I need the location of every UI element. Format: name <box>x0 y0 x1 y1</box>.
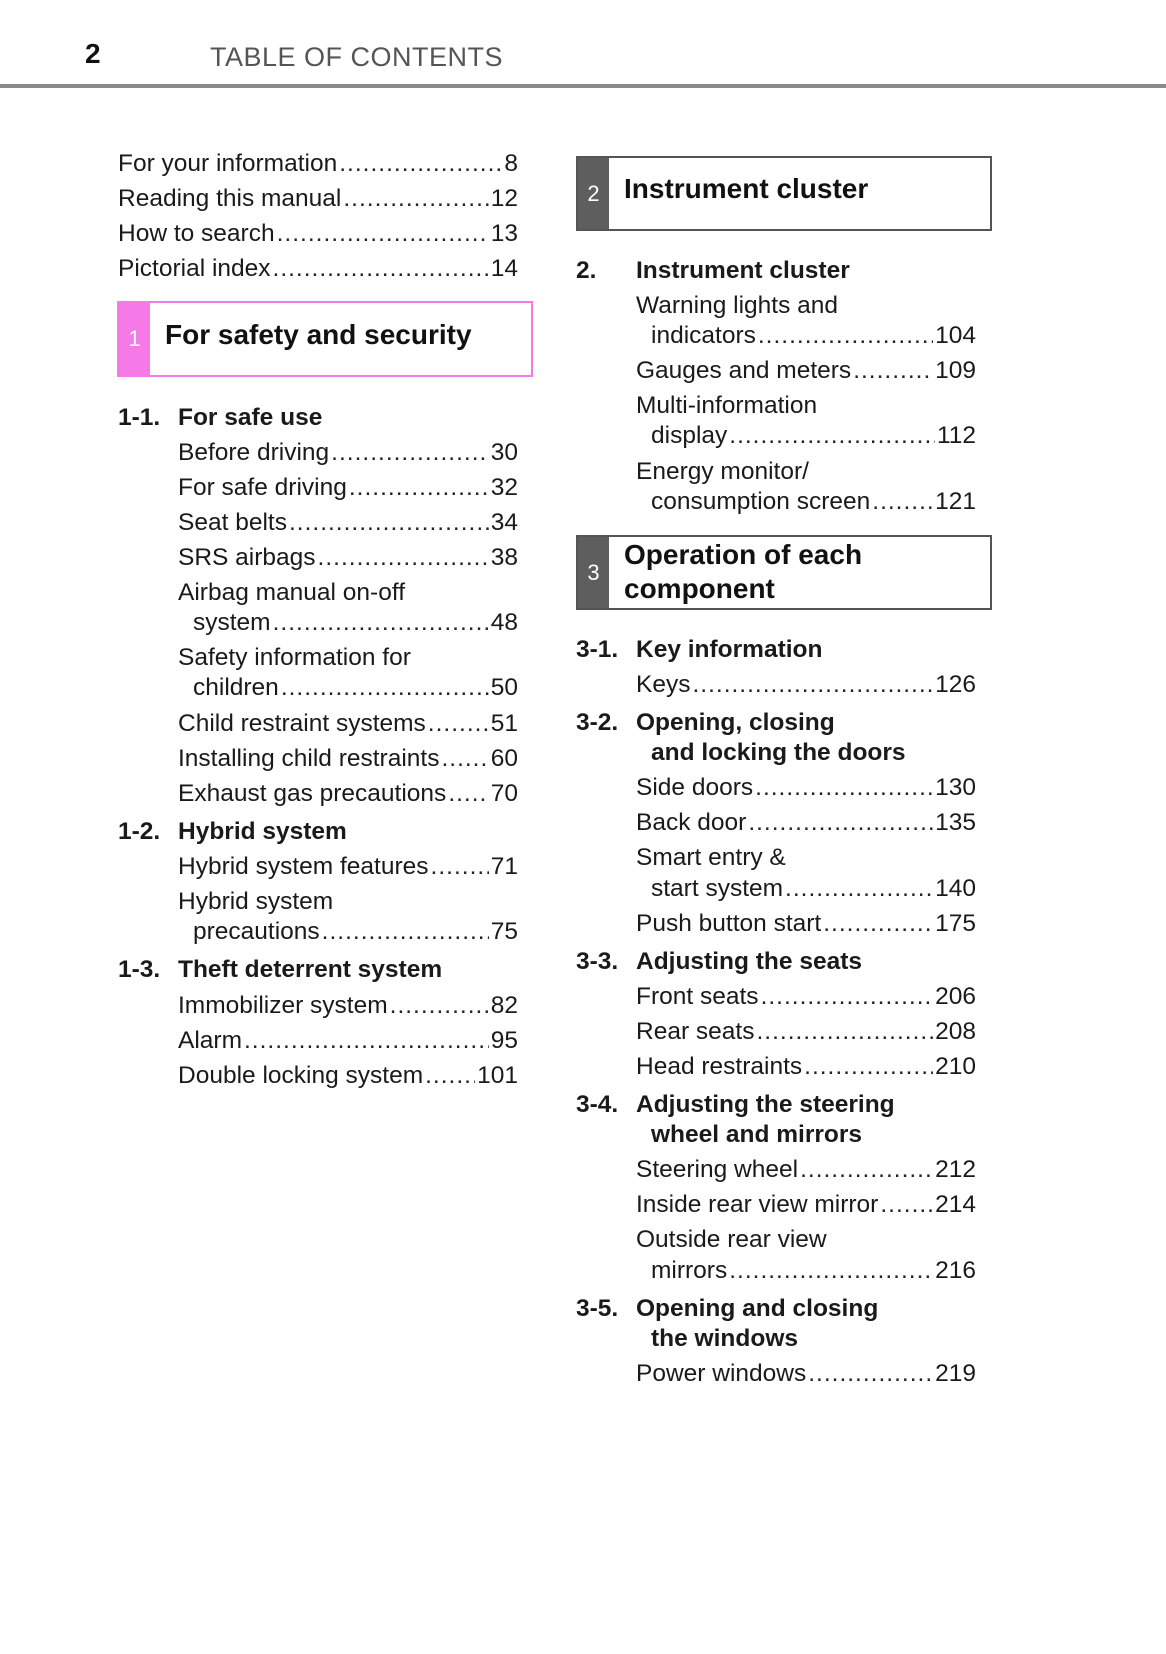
chapter-title-line2: component <box>624 573 775 604</box>
toc-entry[interactable]: start system ..... 140 <box>651 874 976 904</box>
toc-entry[interactable]: children ..... 50 <box>193 673 518 703</box>
toc-entry[interactable]: Inside rear view mirror ..... 214 <box>636 1190 976 1220</box>
chapter-3-box[interactable] <box>576 535 992 610</box>
toc-entry[interactable]: Keys ..... 126 <box>636 670 976 700</box>
toc-entry[interactable]: Power windows ..... 219 <box>636 1359 976 1389</box>
chapter-title: Instrument cluster <box>624 173 869 204</box>
chapter-title: For safety and security <box>165 319 472 350</box>
toc-entry[interactable]: Steering wheel ..... 212 <box>636 1155 976 1185</box>
toc-entry[interactable]: Gauges and meters ..... 109 <box>636 356 976 386</box>
toc-entry[interactable]: Before driving ..... 30 <box>178 438 518 468</box>
toc-entry[interactable]: Pictorial index ..... 14 <box>118 254 518 284</box>
toc-entry[interactable]: For your information ..... 8 <box>118 149 518 179</box>
chapter-title-line1: Operation of each <box>624 539 863 570</box>
toc-entry[interactable]: consumption screen ..... 121 <box>651 487 976 517</box>
section-heading: 3-5. Opening and closing the windows <box>576 1295 879 1352</box>
toc-entry[interactable]: Immobilizer system ..... 82 <box>178 991 518 1021</box>
chapter-1-box[interactable] <box>117 301 533 377</box>
chapter-2-box[interactable] <box>576 156 992 231</box>
toc-entry[interactable]: For safe driving ..... 32 <box>178 473 518 503</box>
toc-entry[interactable]: Reading this manual ..... 12 <box>118 184 518 214</box>
toc-entry-line1: Safety information for <box>178 644 411 671</box>
toc-entry[interactable]: Hybrid system features ..... 71 <box>178 852 518 882</box>
toc-entry[interactable]: system ..... 48 <box>193 608 518 638</box>
toc-entry-line1: Warning lights and <box>636 292 839 319</box>
section-heading: 3-2. Opening, closing and locking the doors <box>576 709 906 766</box>
toc-entry[interactable]: display ..... 112 <box>651 421 976 451</box>
toc-entry[interactable]: precautions ..... 75 <box>193 917 518 947</box>
page-number: 2 <box>85 38 101 69</box>
header-title: TABLE OF CONTENTS <box>210 42 504 72</box>
toc-entry[interactable]: Child restraint systems ..... 51 <box>178 709 518 739</box>
toc-entry[interactable]: SRS airbags ..... 38 <box>178 543 518 573</box>
header-divider <box>0 84 1166 88</box>
chapter-number-tab: 1 <box>119 303 150 375</box>
toc-entry[interactable]: mirrors ..... 216 <box>651 1256 976 1286</box>
toc-entry[interactable]: Installing child restraints ..... 60 <box>178 744 518 774</box>
chapter-number-tab: 3 <box>578 537 609 608</box>
section-heading: 3-4. Adjusting the steering wheel and mirrors <box>576 1091 895 1148</box>
toc-entry-line1: Airbag manual on-off <box>178 579 405 606</box>
toc-entry[interactable]: Double locking system ..... 101 <box>178 1061 518 1091</box>
toc-entry-line1: Hybrid system <box>178 888 334 915</box>
toc-entry-line1: Smart entry & <box>636 844 786 871</box>
toc-entry[interactable]: indicators ..... 104 <box>651 321 976 351</box>
toc-entry[interactable]: Front seats ..... 206 <box>636 982 976 1012</box>
toc-entry[interactable]: Seat belts ..... 34 <box>178 508 518 538</box>
toc-entry[interactable]: Head restraints ..... 210 <box>636 1052 976 1082</box>
chapter-number-tab: 2 <box>578 158 609 229</box>
toc-entry[interactable]: Back door ..... 135 <box>636 808 976 838</box>
toc-entry[interactable]: How to search ..... 13 <box>118 219 518 249</box>
toc-entry-line1: Energy monitor/ <box>636 458 809 485</box>
toc-entry[interactable]: Side doors ..... 130 <box>636 773 976 803</box>
toc-entry[interactable]: Rear seats ..... 208 <box>636 1017 976 1047</box>
toc-entry[interactable]: Alarm ..... 95 <box>178 1026 518 1056</box>
toc-entry[interactable]: Push button start ..... 175 <box>636 909 976 939</box>
toc-entry-line1: Outside rear view <box>636 1226 827 1253</box>
toc-entry-line1: Multi-information <box>636 392 818 419</box>
page-header <box>0 0 1166 90</box>
toc-entry[interactable]: Exhaust gas precautions ..... 70 <box>178 779 518 809</box>
